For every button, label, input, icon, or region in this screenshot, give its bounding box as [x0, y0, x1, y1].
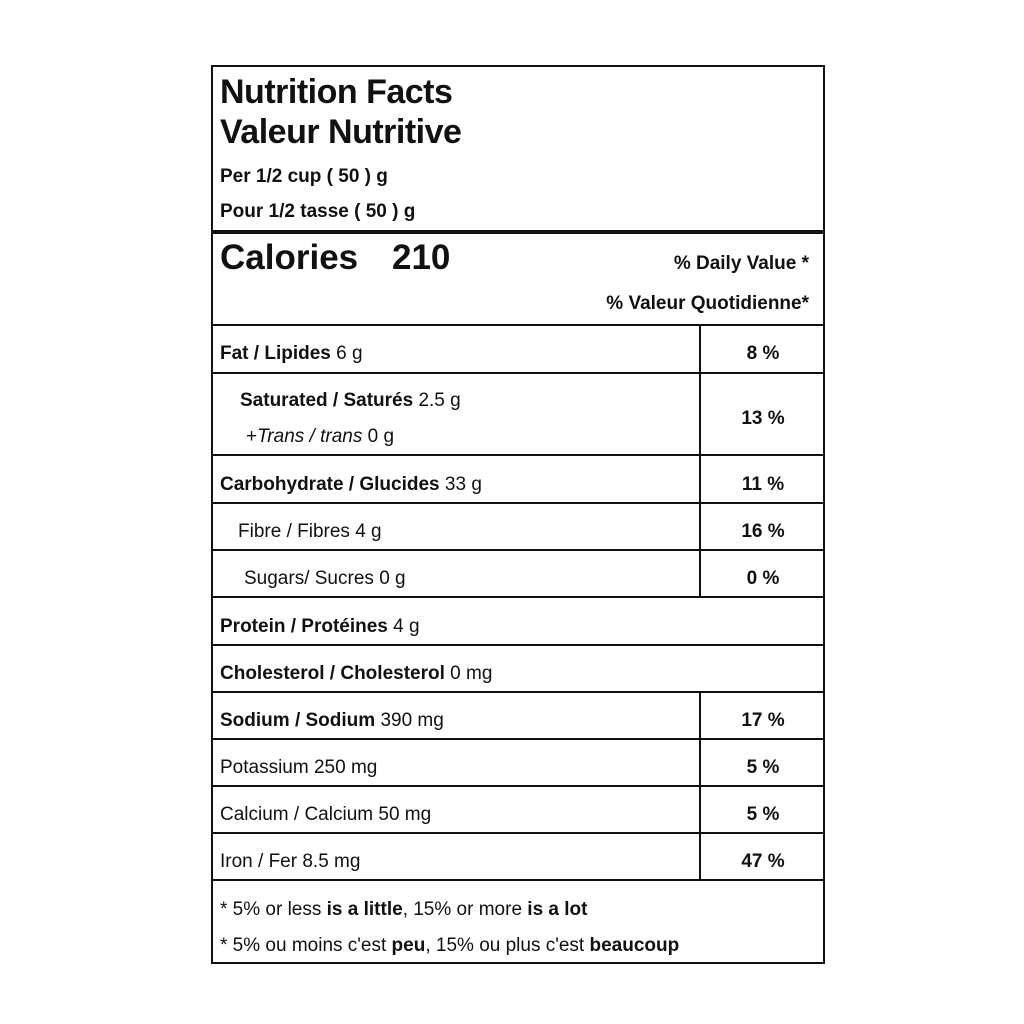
sugars-amount: 0 g — [379, 568, 406, 589]
saturated-amount: 2.5 g — [418, 390, 461, 411]
fat-row — [220, 343, 363, 365]
footnote-en-b: is a little — [326, 899, 403, 920]
divider — [213, 832, 823, 834]
sodium-label: Sodium / Sodium — [220, 710, 376, 731]
fibre-amount: 4 g — [355, 521, 382, 542]
divider — [213, 502, 823, 504]
footnote-fr — [220, 935, 679, 957]
divider — [213, 372, 823, 374]
iron-dv: 47 % — [741, 851, 785, 872]
footnote-fr-c: , 15% ou plus c'est — [425, 935, 590, 956]
fat-label: Fat / Lipides — [220, 343, 331, 364]
divider — [213, 644, 823, 646]
daily-value-header-fr: % Valeur Quotidienne* — [606, 293, 809, 314]
divider — [213, 324, 823, 326]
fat-dv: 8 % — [746, 343, 780, 364]
protein-row — [220, 616, 420, 638]
carbohydrate-dv: 11 % — [741, 474, 785, 495]
fibre-dv: 16 % — [741, 521, 785, 542]
potassium-row — [220, 757, 377, 779]
protein-label: Protein / Protéines — [220, 616, 388, 637]
carbohydrate-amount: 33 g — [444, 474, 482, 495]
divider — [213, 785, 823, 787]
fibre-row — [238, 521, 382, 543]
dv-column-divider-top — [699, 324, 701, 596]
nutrition-facts-label — [211, 65, 825, 964]
sodium-dv: 17 % — [741, 710, 785, 731]
footnote-fr-d: beaucoup — [589, 935, 680, 956]
iron-row — [220, 851, 360, 873]
serving-size-en: Per 1/2 cup ( 50 ) g — [220, 166, 388, 187]
trans-row — [246, 426, 394, 448]
fibre-label: Fibre / Fibres — [238, 521, 350, 542]
calcium-amount: 50 mg — [378, 804, 432, 825]
footnote-en-c: , 15% or more — [402, 899, 528, 920]
divider — [213, 879, 823, 881]
sodium-row — [220, 710, 444, 732]
fat-amount: 6 g — [336, 343, 363, 364]
calcium-row — [220, 804, 431, 826]
protein-amount: 4 g — [393, 616, 420, 637]
divider — [213, 691, 823, 693]
cholesterol-amount: 0 mg — [450, 663, 493, 684]
calcium-label: Calcium / Calcium — [220, 804, 374, 825]
divider — [213, 596, 823, 598]
title-en: Nutrition Facts — [220, 73, 453, 111]
calories-value: 210 — [392, 238, 451, 277]
divider — [213, 454, 823, 456]
carbohydrate-row — [220, 474, 482, 496]
divider — [213, 738, 823, 740]
iron-amount: 8.5 mg — [302, 851, 361, 872]
footnote-fr-b: peu — [391, 935, 426, 956]
title-fr: Valeur Nutritive — [220, 113, 462, 151]
saturated-label: Saturated / Saturés — [240, 390, 414, 411]
trans-label-en: Trans — [257, 426, 305, 447]
trans-prefix: + — [246, 426, 258, 447]
serving-size-fr: Pour 1/2 tasse ( 50 ) g — [220, 201, 416, 222]
footnote-fr-a: * 5% ou moins c'est — [220, 935, 392, 956]
footnote-en-a: * 5% or less — [220, 899, 327, 920]
divider-thick — [213, 230, 823, 234]
iron-label: Iron / Fer — [220, 851, 298, 872]
saturated-row — [240, 390, 461, 412]
calories-label: Calories — [220, 238, 359, 277]
sugars-dv: 0 % — [746, 568, 780, 589]
trans-label-fr: trans — [320, 426, 363, 447]
trans-sep: / — [304, 426, 321, 447]
saturated-trans-dv: 13 % — [741, 408, 785, 429]
dv-column-divider-bottom — [699, 691, 701, 881]
trans-amount: 0 g — [367, 426, 395, 447]
cholesterol-label: Cholesterol / Cholesterol — [220, 663, 445, 684]
sugars-row — [244, 568, 406, 590]
calcium-dv: 5 % — [746, 804, 780, 825]
potassium-amount: 250 mg — [313, 757, 378, 778]
divider — [213, 549, 823, 551]
footnote-en-d: is a lot — [527, 899, 588, 920]
potassium-label: Potassium — [220, 757, 309, 778]
daily-value-header-en: % Daily Value * — [673, 253, 809, 274]
sodium-amount: 390 mg — [380, 710, 444, 731]
sugars-label: Sugars/ Sucres — [244, 568, 374, 589]
cholesterol-row — [220, 663, 492, 685]
carbohydrate-label: Carbohydrate / Glucides — [220, 474, 440, 495]
footnote-en — [220, 899, 587, 921]
potassium-dv: 5 % — [746, 757, 780, 778]
